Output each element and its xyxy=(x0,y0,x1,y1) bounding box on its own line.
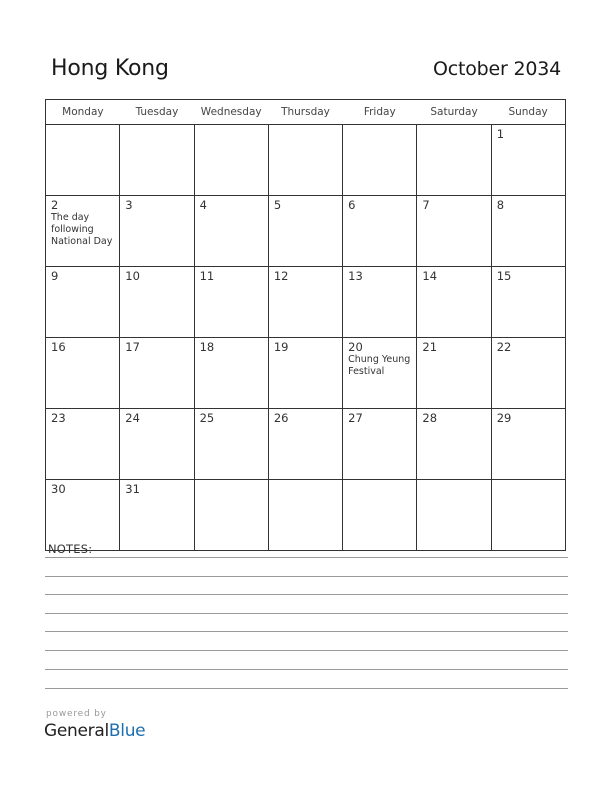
day-number: 13 xyxy=(348,269,363,283)
day-cell xyxy=(194,338,268,409)
note-line xyxy=(45,576,568,577)
empty-day-cell xyxy=(46,125,120,196)
day-number: 19 xyxy=(273,340,289,354)
empty-day-cell xyxy=(343,125,417,196)
weekday-saturday: Saturday xyxy=(417,100,491,125)
empty-day-cell xyxy=(194,125,268,196)
notes-label: NOTES: xyxy=(48,542,93,556)
holiday-label: Chung Yeung Festival xyxy=(348,354,411,377)
empty-day-cell xyxy=(417,480,491,551)
day-cell xyxy=(46,409,120,480)
day-cell xyxy=(343,267,417,338)
weekday-monday: Monday xyxy=(46,100,120,125)
day-cell xyxy=(46,480,120,551)
day-cell xyxy=(268,338,342,409)
powered-by-text: powered by xyxy=(46,709,107,719)
day-number: 2 xyxy=(51,198,59,212)
weekday-thursday: Thursday xyxy=(268,100,342,125)
day-number: 24 xyxy=(125,411,140,425)
day-number: 6 xyxy=(348,198,356,212)
day-cell xyxy=(194,267,268,338)
week-row xyxy=(46,125,566,196)
empty-day-cell xyxy=(417,125,491,196)
region-title: Hong Kong xyxy=(51,56,169,81)
calendar-grid xyxy=(45,99,566,551)
week-row xyxy=(46,196,566,267)
day-cell xyxy=(194,196,268,267)
day-cell xyxy=(491,125,565,196)
day-number: 9 xyxy=(51,269,59,283)
weekday-tuesday: Tuesday xyxy=(120,100,194,125)
day-cell xyxy=(268,267,342,338)
day-number: 4 xyxy=(199,198,207,212)
day-cell xyxy=(120,338,194,409)
day-number: 5 xyxy=(273,198,282,212)
day-number: 16 xyxy=(51,340,66,354)
day-cell xyxy=(343,196,417,267)
day-number: 26 xyxy=(273,411,289,425)
day-cell xyxy=(343,338,417,409)
day-number: 17 xyxy=(125,340,140,354)
day-number: 3 xyxy=(125,198,133,212)
day-number: 28 xyxy=(422,411,438,425)
note-line xyxy=(45,669,568,670)
day-number: 22 xyxy=(496,340,512,354)
day-number: 23 xyxy=(51,411,66,425)
day-number: 12 xyxy=(273,269,289,283)
day-number: 18 xyxy=(199,340,215,354)
day-cell xyxy=(120,409,194,480)
day-cell xyxy=(46,338,120,409)
day-cell xyxy=(120,480,194,551)
week-row xyxy=(46,338,566,409)
brand-general: General xyxy=(44,721,109,741)
day-number: 14 xyxy=(422,269,438,283)
empty-day-cell xyxy=(343,480,417,551)
note-line xyxy=(45,613,568,614)
day-cell xyxy=(417,196,491,267)
day-cell xyxy=(268,196,342,267)
day-cell xyxy=(343,409,417,480)
day-number: 31 xyxy=(125,482,140,496)
empty-day-cell xyxy=(268,125,342,196)
empty-day-cell xyxy=(268,480,342,551)
day-number: 7 xyxy=(422,198,430,212)
day-number: 8 xyxy=(496,198,505,212)
day-cell xyxy=(491,267,565,338)
day-cell xyxy=(491,409,565,480)
day-cell xyxy=(417,409,491,480)
holiday-label: The day following National Day xyxy=(51,212,113,247)
brand-blue: Blue xyxy=(108,721,146,741)
week-row xyxy=(46,409,566,480)
week-row xyxy=(46,267,566,338)
empty-day-cell xyxy=(491,480,565,551)
day-number: 10 xyxy=(125,269,140,283)
day-cell xyxy=(268,409,342,480)
day-number: 30 xyxy=(51,482,66,496)
empty-day-cell xyxy=(120,125,194,196)
empty-day-cell xyxy=(194,480,268,551)
day-number: 27 xyxy=(348,411,363,425)
weekday-wednesday: Wednesday xyxy=(194,100,268,125)
note-line xyxy=(45,688,568,689)
generalblue-logo[interactable] xyxy=(44,721,145,741)
day-cell xyxy=(417,338,491,409)
day-number: 29 xyxy=(496,411,512,425)
day-cell xyxy=(46,267,120,338)
weekday-header-row xyxy=(46,100,566,125)
day-number: 25 xyxy=(199,411,215,425)
day-number: 21 xyxy=(422,340,438,354)
note-line xyxy=(45,557,568,558)
day-number: 1 xyxy=(496,127,505,141)
week-row xyxy=(46,480,566,551)
day-cell xyxy=(46,196,120,267)
day-cell xyxy=(120,196,194,267)
day-cell xyxy=(120,267,194,338)
month-year-title: October 2034 xyxy=(432,58,561,80)
day-number: 15 xyxy=(496,269,512,283)
weekday-friday: Friday xyxy=(343,100,417,125)
note-line xyxy=(45,650,568,651)
note-line xyxy=(45,631,568,632)
day-cell xyxy=(491,196,565,267)
day-cell xyxy=(194,409,268,480)
day-cell xyxy=(417,267,491,338)
day-number: 11 xyxy=(199,269,215,283)
day-number: 20 xyxy=(348,340,363,354)
day-cell xyxy=(491,338,565,409)
note-line xyxy=(45,594,568,595)
weekday-sunday: Sunday xyxy=(491,100,565,125)
